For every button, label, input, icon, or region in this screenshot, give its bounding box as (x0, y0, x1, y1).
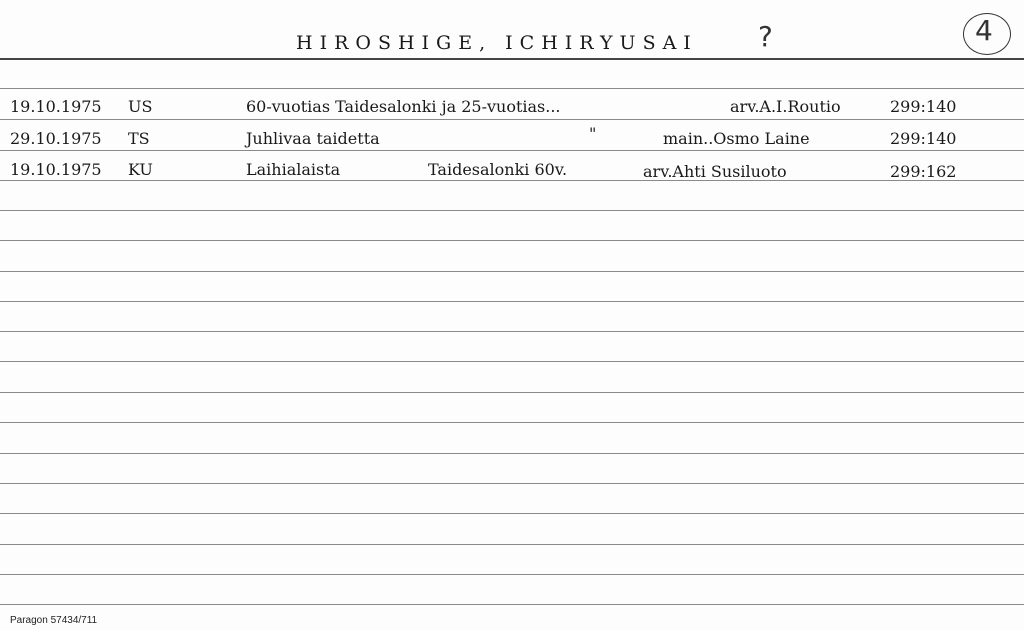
entry-source: TS (128, 129, 150, 148)
rule-line (0, 604, 1024, 605)
rule-line (0, 301, 1024, 302)
rule-line (0, 210, 1024, 211)
rule-line (0, 513, 1024, 514)
entry-author: main..Osmo Laine (663, 129, 810, 148)
entry-date: 19.10.1975 (10, 160, 102, 179)
entry-ref: 299:140 (890, 97, 957, 116)
rule-line (0, 483, 1024, 484)
rule-line (0, 361, 1024, 362)
rule-line (0, 331, 1024, 332)
entry-author: arv.A.I.Routio (730, 97, 841, 116)
circled-number: 4 (975, 14, 993, 47)
rule-line (0, 240, 1024, 241)
rule-line (0, 422, 1024, 423)
rule-line (0, 574, 1024, 575)
entry-title: 60-vuotias Taidesalonki ja 25-vuotias... (246, 97, 561, 116)
card-footer-print: Paragon 57434/711 (10, 615, 98, 626)
rule-line (0, 58, 1024, 60)
entry-date: 29.10.1975 (10, 129, 102, 148)
entry-ditto-mark: " (589, 124, 597, 143)
entry-title: Laihialaista (246, 160, 341, 179)
handwritten-question-mark: ? (758, 20, 773, 53)
entry-ref: 299:162 (890, 162, 957, 181)
entry-date: 19.10.1975 (10, 97, 102, 116)
rule-line (0, 453, 1024, 454)
entry-subtitle: Taidesalonki 60v. (428, 160, 568, 179)
rule-line (0, 271, 1024, 272)
entry-author: arv.Ahti Susiluoto (643, 162, 787, 181)
entry-source: KU (128, 160, 153, 179)
entry-title: Juhlivaa taidetta (246, 129, 380, 148)
entry-source: US (128, 97, 153, 116)
rule-line (0, 544, 1024, 545)
rule-line (0, 180, 1024, 181)
card-heading: HIROSHIGE, ICHIRYUSAI (296, 32, 698, 54)
rule-line (0, 88, 1024, 89)
rule-line (0, 392, 1024, 393)
rule-line (0, 119, 1024, 120)
rule-line (0, 150, 1024, 151)
entry-ref: 299:140 (890, 129, 957, 148)
